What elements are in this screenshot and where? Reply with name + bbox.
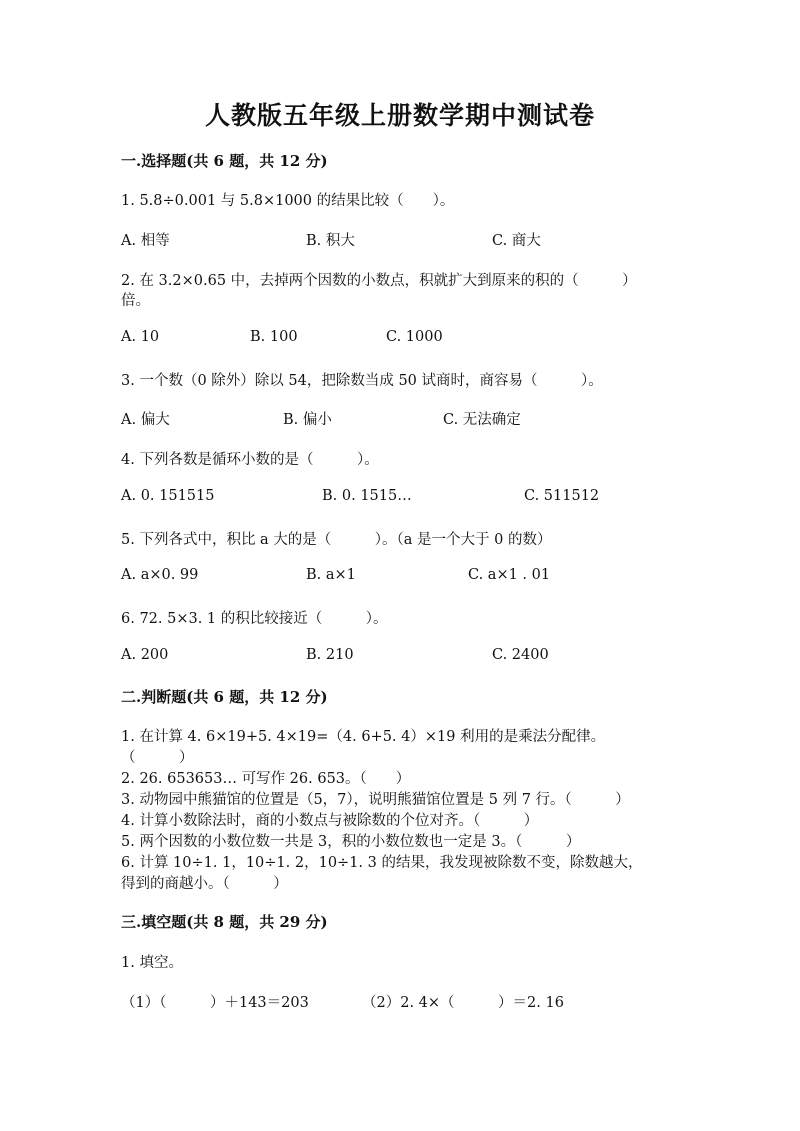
option-c: C. 2400 <box>492 647 549 663</box>
section-heading-judgement: 二.判断题(共 6 题，共 12 分) <box>121 688 328 706</box>
option-b: B. 210 <box>306 647 354 663</box>
option-a: A. 10 <box>121 329 160 345</box>
statement-line: 4. 计算小数除法时，商的小数点与被除数的个位对齐。（ ） <box>121 813 539 829</box>
statement-line: 1. 在计算 4. 6×19+5. 4×19=（4. 6+5. 4）×19 利用的是乘法分配律。 <box>121 729 606 745</box>
option-b: B. a×1 <box>306 567 356 583</box>
option-b: B. 积大 <box>306 233 355 249</box>
option-b: B. 偏小 <box>283 412 332 428</box>
option-c: C. 无法确定 <box>443 412 521 428</box>
option-a: A. 200 <box>121 647 169 663</box>
option-a: A. 相等 <box>121 233 170 249</box>
question-stem: 1. 填空。 <box>121 955 183 971</box>
statement-line: 得到的商越小。（ ） <box>121 876 288 892</box>
statement-line: 6. 计算 10÷1. 1，10÷1. 2，10÷1. 3 的结果，我发现被除数不变，除数越大， <box>121 855 643 871</box>
question-stem: 1. 5.8÷0.001 与 5.8×1000 的结果比较（ ）。 <box>121 193 455 209</box>
option-a: A. 0. 151515 <box>121 488 215 504</box>
statement-line: 3. 动物园中熊猫馆的位置是（5，7），说明熊猫馆位置是 5 列 7 行。（ ） <box>121 792 630 808</box>
option-b: B. 100 <box>250 329 298 345</box>
section-heading-choice: 一.选择题(共 6 题，共 12 分) <box>121 152 328 170</box>
statement-line: 5. 两个因数的小数位数一共是 3，积的小数位数也一定是 3。（ ） <box>121 834 581 850</box>
question-stem: 4. 下列各数是循环小数的是（ ）。 <box>121 452 379 468</box>
question-stem-continued: 倍。 <box>121 293 150 309</box>
section-heading-fill: 三.填空题(共 8 题，共 29 分) <box>121 913 328 931</box>
option-c: C. a×1 . 01 <box>468 567 551 583</box>
question-stem: 3. 一个数（0 除外）除以 54，把除数当成 50 试商时，商容易（ ）。 <box>121 373 603 389</box>
exam-title: 人教版五年级上册数学期中测试卷 <box>204 101 595 130</box>
question-stem: 5. 下列各式中，积比 a 大的是（ ）。（a 是一个大于 0 的数） <box>121 532 552 548</box>
statement-line: （ ） <box>121 750 194 766</box>
question-stem: 6. 72. 5×3. 1 的积比较接近（ ）。 <box>121 611 388 627</box>
question-stem: 2. 在 3.2×0.65 中，去掉两个因数的小数点，积就扩大到原来的积的（ ） <box>121 273 637 289</box>
statement-line: 2. 26. 653653… 可写作 26. 653。（ ） <box>121 771 411 787</box>
option-c: C. 511512 <box>524 488 600 504</box>
option-c: C. 商大 <box>492 233 541 249</box>
fill-item: （1）（ ）＋143＝203 <box>121 995 309 1011</box>
option-a: A. a×0. 99 <box>121 567 199 583</box>
option-b: B. 0. 1515… <box>322 488 412 504</box>
option-a: A. 偏大 <box>121 412 170 428</box>
option-c: C. 1000 <box>386 329 443 345</box>
fill-item: （2）2. 4×（ ）＝2. 16 <box>362 995 564 1011</box>
